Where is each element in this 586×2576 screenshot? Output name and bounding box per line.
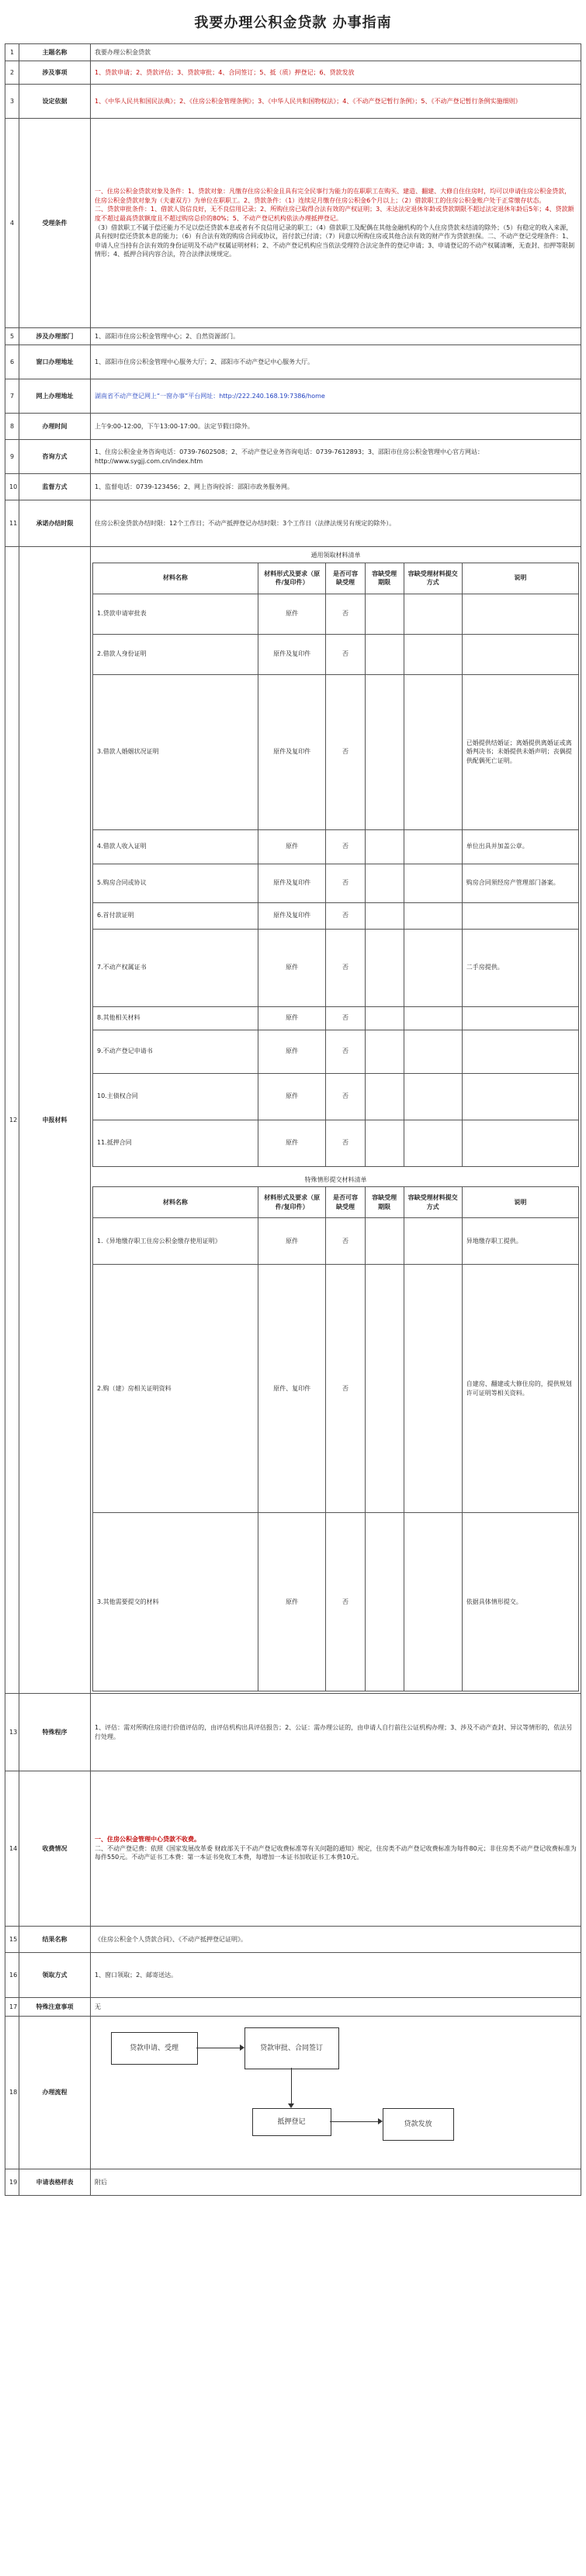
material-note [462,902,578,929]
material-form: 原件及复印件 [258,864,326,902]
row-content [91,1771,581,1927]
material-waive: 否 [326,634,365,674]
row-departments [5,328,581,345]
row-number: 15 [5,1927,19,1953]
table-row [93,1218,579,1265]
material-form: 原件 [258,929,326,1006]
material-name: 9.不动产登记申请书 [93,1030,258,1073]
row-content: 1、贷款申请；2、贷款评估；3、贷款审批；4、合同签订；5、抵（质）押登记；6、贷款发放 [91,61,581,85]
row-matters [5,61,581,85]
header-waive-period: 容缺受理期限 [365,563,404,594]
material-waive: 否 [326,929,365,1006]
material-waive: 否 [326,1513,365,1691]
row-label: 涉及办理部门 [19,328,91,345]
material-name: 11.抵押合同 [93,1120,258,1166]
row-number: 17 [5,1998,19,2017]
row-number: 4 [5,119,19,328]
material-note: 已婚提供结婚证；离婚提供离婚证或离婚判决书；未婚提供未婚声明；丧偶提供配偶死亡证明。 [462,674,578,829]
row-supervision [5,474,581,500]
table-row [93,829,579,864]
header-waive: 是否可容缺受理 [326,1187,365,1218]
material-note: 购房合同须经房产管理部门备案。 [462,864,578,902]
material-waive: 否 [326,1120,365,1166]
row-content[interactable]: 湖南省不动产登记网上“一窗办事”平台网址：http://222.240.168.19:7386/home [91,379,581,414]
header-waive-method: 容缺受理材料提交方式 [404,1187,462,1218]
row-number: 2 [5,61,19,85]
header-name: 材料名称 [93,563,258,594]
registration-fee-text: 二、不动产登记费：依照《国家发展改革委 财政部关于不动产登记收费标准等有关问题的通知》规定，住房类不动产登记收费标准为每件80元；非住房类不动产登记收费标准为每件550元。不动产证书工本费：第一本证书免收工本费，每增加一本证书加收证书工本费10元。 [95,1844,577,1861]
row-content: 1、评估：需对所购住房进行价值评估的，由评估机构出具评估报告；2、公证：需办理公证的，由申请人自行前往公证机构办理；3、涉及不动产查封、异议等情形的，依法另行处理。 [91,1694,581,1771]
material-name: 3.借款人婚姻状况证明 [93,674,258,829]
material-note: 异地缴存职工提供。 [462,1218,578,1265]
material-waive: 否 [326,594,365,634]
row-label: 申报材料 [19,547,91,1694]
table-row [93,1073,579,1120]
row-number: 8 [5,414,19,440]
row-number: 11 [5,500,19,547]
row-label: 设定依据 [19,85,91,119]
material-form: 原件及复印件 [258,674,326,829]
row-number: 10 [5,474,19,500]
special-materials-table [92,1186,579,1691]
row-label: 网上办理地址 [19,379,91,414]
header-form: 材料形式及要求（原件/复印件） [258,563,326,594]
material-note [462,1120,578,1166]
row-label: 承诺办结时限 [19,500,91,547]
material-name: 10.主债权合同 [93,1073,258,1120]
registration-conditions-text: （3）借款职工不属于偿还能力不足以偿还贷款本息或者有不良信用记录的职工；（4）借款职工及配偶在其他金融机构的个人住房贷款未结清的除外；（5）有稳定的收入来源，具有按时偿还贷款本息的能力；（6）有合法有效的购房合同或协议，首付款已付清；（7）同意以所购住房或其他合法有效的财产作为贷款担保。二、不动产登记受理条件：1、申请人应当持有合法有效的身份证明及不动产权属证明材料；2、不动产登记机构应当依法受理符合法定条件的登记申请；3、申请登记的不动产权属清晰，无查封、扣押等限制情形；4、抵押合同内容合法，符合法律法规规定。 [95,223,575,258]
material-waive: 否 [326,1073,365,1120]
row-content [91,119,581,328]
header-note: 说明 [462,563,578,594]
material-form: 原件 [258,1218,326,1265]
material-form: 原件 [258,1513,326,1691]
row-hours [5,414,581,440]
material-waive: 否 [326,829,365,864]
material-note [462,1006,578,1030]
material-note: 二手房提供。 [462,929,578,1006]
row-notes [5,1998,581,2017]
table-row [93,1513,579,1691]
material-note [462,1030,578,1073]
row-label: 咨询方式 [19,440,91,474]
row-time-limit [5,500,581,547]
flow-diagram [95,2021,577,2164]
row-content: 上午9:00-12:00，下午13:00-17:00。法定节假日除外。 [91,414,581,440]
page-title: 我要办理公积金贷款 办事指南 [194,15,392,31]
header-form: 材料形式及要求（原件/复印件） [258,1187,326,1218]
material-name: 5.购房合同或协议 [93,864,258,902]
row-label: 领取方式 [19,1953,91,1998]
guide-table [5,43,581,2196]
row-result [5,1927,581,1953]
row-number: 1 [5,44,19,61]
approval-conditions-text: 二、贷款审批条件：1、借款人资信良好，无不良信用记录；2、所购住房已取得合法有效的产权证明；3、未达法定退休年龄或贷款期限不超过法定退休年龄后5年；4、贷款额度不超过最高贷款额度且不超过购房总价的80%；5、不动产登记机构依法办理抵押登记。 [95,206,574,222]
row-content: 《住房公积金个人贷款合同》、《不动产抵押登记证明》。 [91,1927,581,1953]
row-content: 住房公积金贷款办结时限：12个工作日；不动产抵押登记办结时限：3个工作日（法律法规另有规定的除外）。 [91,500,581,547]
row-basis [5,85,581,119]
row-fees [5,1771,581,1927]
row-topic [5,44,581,61]
material-form: 原件 [258,1006,326,1030]
material-waive: 否 [326,864,365,902]
row-number: 5 [5,328,19,345]
materials-cell [91,547,581,1694]
material-name: 8.其他相关材料 [93,1006,258,1030]
row-number: 16 [5,1953,19,1998]
material-form: 原件 [258,1073,326,1120]
general-materials-table [92,563,579,1167]
row-number: 18 [5,2017,19,2169]
row-content: 1、邵阳市住房公积金管理中心服务大厅；2、邵阳市不动产登记中心服务大厅。 [91,345,581,379]
flow-step-approve: 贷款审批、合同签订 [244,2027,339,2069]
material-waive: 否 [326,1218,365,1265]
row-number: 12 [5,547,19,1694]
row-label: 受理条件 [19,119,91,328]
material-note [462,634,578,674]
flow-arrow [291,2068,292,2107]
table-row [93,864,579,902]
row-flow [5,2017,581,2169]
row-content: 无 [91,1998,581,2017]
row-content: 我要办理公积金贷款 [91,44,581,61]
table-row [93,1265,579,1513]
material-form: 原件及复印件 [258,902,326,929]
flow-arrow [330,2121,381,2122]
fund-fee-text: 一、住房公积金管理中心贷款不收费。 [95,1836,200,1844]
row-number: 7 [5,379,19,414]
row-number: 14 [5,1771,19,1927]
flow-step-disburse: 贷款发放 [383,2108,454,2141]
row-number: 3 [5,85,19,119]
material-note: 依据具体情形提交。 [462,1513,578,1691]
row-number: 6 [5,345,19,379]
material-name: 2.借款人身份证明 [93,634,258,674]
row-content: 1、邵阳市住房公积金管理中心；2、自然资源部门。 [91,328,581,345]
header-note: 说明 [462,1187,578,1218]
row-number: 13 [5,1694,19,1771]
row-consult [5,440,581,474]
material-name: 1.《异地缴存职工住房公积金缴存使用证明》 [93,1218,258,1265]
material-name: 4.借款人收入证明 [93,829,258,864]
row-pickup [5,1953,581,1998]
table-row [93,1030,579,1073]
material-waive: 否 [326,674,365,829]
header-waive-method: 容缺受理材料提交方式 [404,563,462,594]
table-row [93,902,579,929]
material-waive: 否 [326,1030,365,1073]
material-waive: 否 [326,1265,365,1513]
materials-header-row [93,1187,579,1218]
special-materials-caption: 特殊情形提交材料清单 [304,1175,367,1183]
row-special-procedure [5,1694,581,1771]
row-number: 19 [5,2169,19,2196]
row-label: 收费情况 [19,1771,91,1927]
material-form: 原件 [258,594,326,634]
material-name: 1.贷款申请审批表 [93,594,258,634]
row-content: 1、监督电话：0739-123456；2、网上咨询投诉：邵阳市政务服务网。 [91,474,581,500]
table-row [93,929,579,1006]
material-waive: 否 [326,1006,365,1030]
material-note [462,594,578,634]
material-note: 单位出具并加盖公章。 [462,829,578,864]
material-note [462,1073,578,1120]
material-name: 2.购（建）房相关证明资料 [93,1265,258,1513]
row-label: 特殊注意事项 [19,1998,91,2017]
header-waive-period: 容缺受理期限 [365,1187,404,1218]
row-label: 申请表格样表 [19,2169,91,2196]
table-row [93,1120,579,1166]
row-label: 涉及事项 [19,61,91,85]
row-materials [5,547,581,1694]
material-form: 原件 [258,1120,326,1166]
row-content: 1、住房公积金业务咨询电话：0739-7602508；2、不动产登记业务咨询电话：0739-7612893；3、邵阳市住房公积金管理中心官方网站：http://www.sygjj.com.cn/index.htm [91,440,581,474]
row-content: 附后 [91,2169,581,2196]
materials-header-row [93,563,579,594]
row-online-address [5,379,581,414]
header-name: 材料名称 [93,1187,258,1218]
flow-cell [91,2017,581,2169]
material-note: 自建房、翻建或大修住房的，提供规划许可证明等相关资料。 [462,1265,578,1513]
material-form: 原件、复印件 [258,1265,326,1513]
row-label: 窗口办理地址 [19,345,91,379]
material-form: 原件 [258,829,326,864]
loan-conditions-text: 一、住房公积金贷款对象及条件：1、贷款对象：凡缴存住房公积金且具有完全民事行为能力的在职职工在购买、建造、翻建、大修自住住房时，均可以申请住房公积金贷款，住房公积金贷款对象为（夫妻双方）为单位在职职工。2、贷款条件：（1）连续足月缴存住房公积金6个月以上；（2）借款职工的住房公积金账户处于正常缴存状态。 [95,188,571,204]
flow-step-mortgage: 抵押登记 [252,2108,331,2136]
row-content: 1、窗口领取；2、邮寄送达。 [91,1953,581,1998]
row-forms [5,2169,581,2196]
general-materials-caption: 通用领取材料清单 [310,552,361,559]
table-row [93,1006,579,1030]
material-name: 3.其他需要提交的材料 [93,1513,258,1691]
row-conditions [5,119,581,328]
row-number: 9 [5,440,19,474]
flow-step-apply: 贷款申请、受理 [111,2032,198,2065]
material-name: 6.首付款证明 [93,902,258,929]
row-label: 监督方式 [19,474,91,500]
material-form: 原件 [258,1030,326,1073]
material-form: 原件及复印件 [258,634,326,674]
material-waive: 否 [326,902,365,929]
table-row [93,674,579,829]
table-row [93,634,579,674]
material-name: 7.不动产权属证书 [93,929,258,1006]
row-label: 主题名称 [19,44,91,61]
row-label: 结果名称 [19,1927,91,1953]
header-waive: 是否可容缺受理 [326,563,365,594]
row-content: 1、《中华人民共和国民法典》；2、《住房公积金管理条例》；3、《中华人民共和国物权法》；4、《不动产登记暂行条例》；5、《不动产登记暂行条例实施细则》 [91,85,581,119]
row-label: 办理流程 [19,2017,91,2169]
row-window-address [5,345,581,379]
table-row [93,594,579,634]
row-label: 办理时间 [19,414,91,440]
row-label: 特殊程序 [19,1694,91,1771]
